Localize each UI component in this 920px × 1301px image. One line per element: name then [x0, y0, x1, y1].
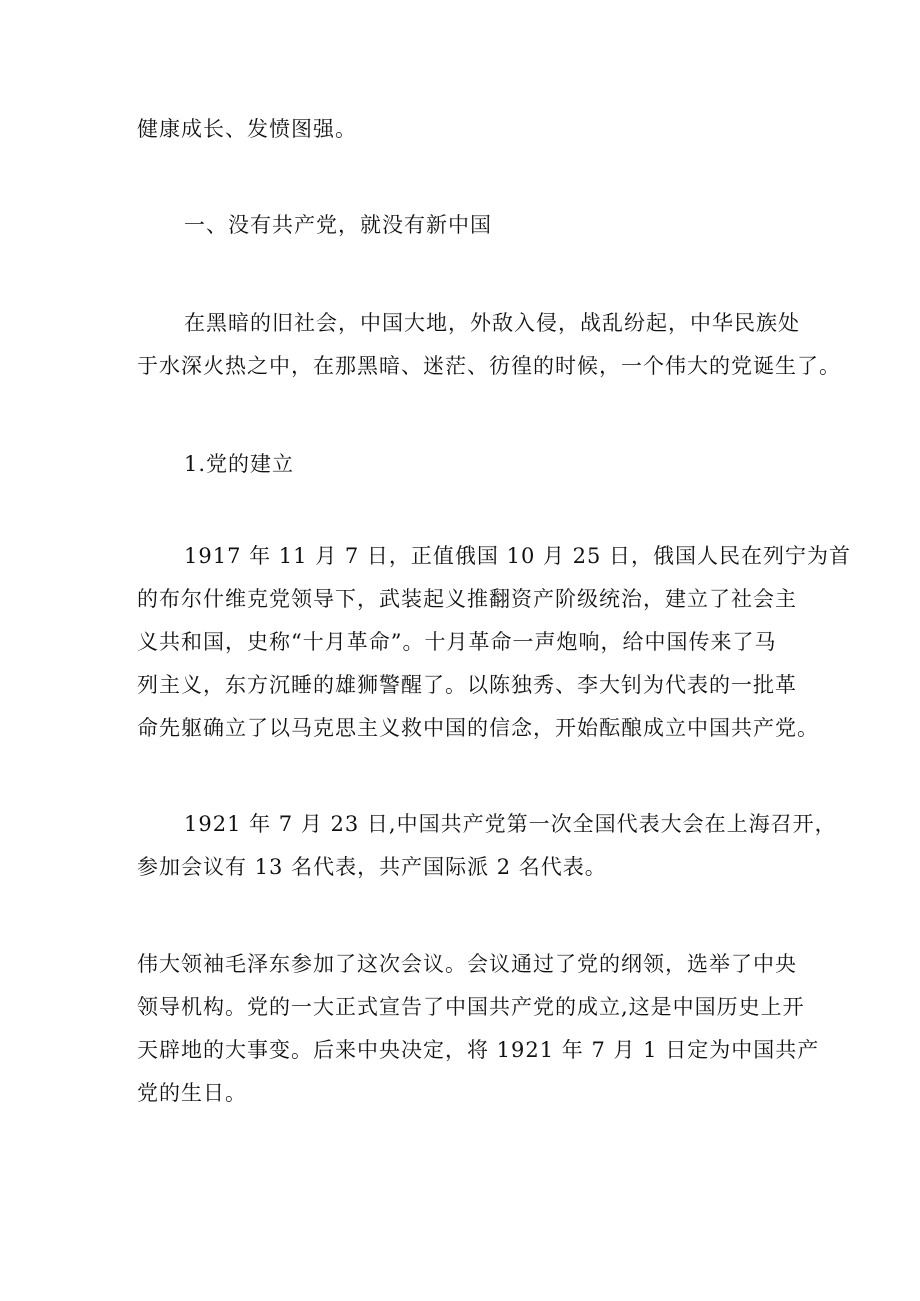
subsection-heading-text: 1.党的建立	[184, 452, 295, 476]
text-line: 领导机构。党的一大正式宣告了中国共产党的成立,这是中国历史上开	[137, 995, 805, 1019]
section-heading	[137, 204, 787, 247]
text-line: 在黑暗的旧社会，中国大地，外敌入侵，战乱纷起，中华民族处	[184, 311, 800, 335]
text-line: 1917 年 11 月 7 日，正值俄国 10 月 25 日，俄国人民在列宁为首	[184, 544, 852, 568]
text-line: 1921 年 7 月 23 日,中国共产党第一次全国代表大会在上海召开，	[184, 812, 837, 836]
text-line: 天辟地的大事变。后来中央决定，将 1921 年 7 月 1 日定为中国共产	[137, 1038, 820, 1062]
text-line: 义共和国，史称“十月革命”。十月革命一声炮响，给中国传来了马	[137, 630, 777, 654]
first-congress-paragraph	[137, 803, 837, 889]
text-line: 参加会议有 13 名代表，共产国际派 2 名代表。	[137, 855, 607, 879]
section-heading-text: 一、没有共产党，就没有新中国	[184, 213, 492, 237]
text-line: 伟大领袖毛泽东参加了这次会议。会议通过了党的纲领，选举了中央	[137, 952, 797, 976]
mao-paragraph	[137, 943, 820, 1115]
old-society-paragraph	[137, 302, 841, 388]
text-line: 于水深火热之中，在那黑暗、迷茫、彷徨的时候，一个伟大的党诞生了。	[137, 354, 841, 378]
subsection-heading	[137, 443, 787, 486]
intro-tail-paragraph	[137, 108, 787, 151]
text-line: 的布尔什维克党领导下，武装起义推翻资产阶级统治，建立了社会主	[137, 587, 797, 611]
text-line: 列主义，东方沉睡的雄狮警醒了。以陈独秀、李大钊为代表的一批革	[137, 673, 797, 697]
text-line: 命先躯确立了以马克思主义救中国的信念，开始酝酿成立中国共产党。	[137, 716, 819, 740]
october-revolution-paragraph	[137, 535, 852, 750]
text-line: 党的生日。	[137, 1081, 247, 1105]
text-line: 健康成长、发愤图强。	[137, 117, 357, 141]
